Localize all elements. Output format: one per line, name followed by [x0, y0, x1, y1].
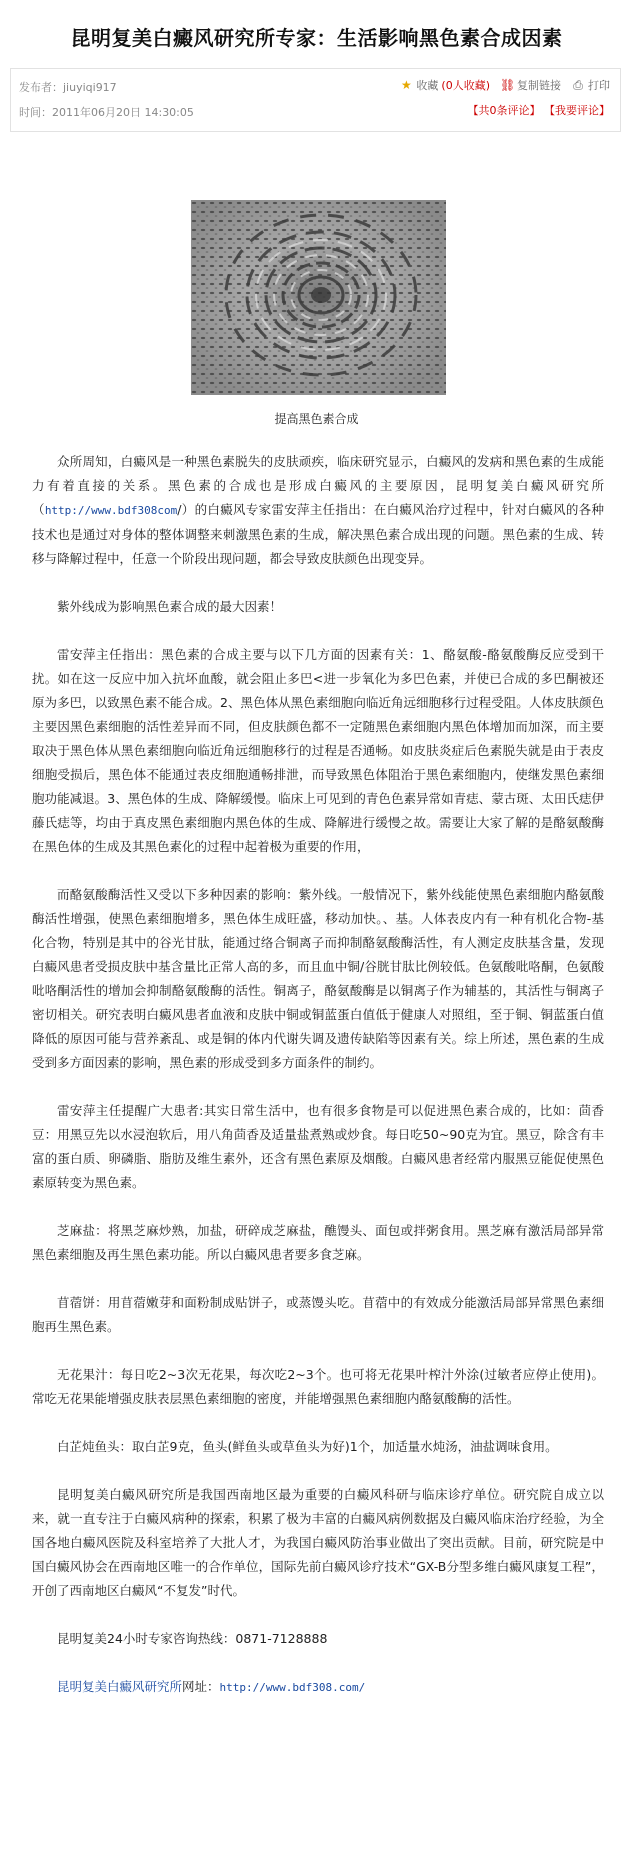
- paragraph-foods: 雷安萍主任提醒广大患者:其实日常生活中，也有很多食物是可以促进黑色素合成的，比如：茴香豆：用黑豆先以水浸泡软后，用八角茴香及适量盐煮熟或炒食。每日吃50~90克为宜。黑豆，除含有丰富的蛋白质、卵磷脂、脂肪及维生素外，还含有黑色素原及烟酸。白癜风患者经常内服黑豆能促使黑色素原转变为黑色素。: [32, 1103, 604, 1190]
- time-label: 时间：: [19, 106, 52, 119]
- article-body: [32, 450, 604, 1724]
- paragraph-uv-heading: 紫外线成为影响黑色素合成的最大因素！: [57, 599, 283, 614]
- article-title: 昆明复美白癜风研究所专家：生活影响黑色素合成因素: [70, 26, 563, 50]
- paragraph-hotline: 昆明复美24小时专家咨询热线：0871-7128888: [57, 1631, 328, 1646]
- paragraph-alfalfa: 苜蓿饼：用苜蓿嫩芽和面粉制成贴饼子，或蒸馒头吃。苜蓿中的有效成分能激活局部异常黑色素细胞再生黑色素。: [32, 1295, 604, 1334]
- copy-link-label: 复制链接: [517, 79, 561, 92]
- favorite-button[interactable]: [399, 77, 490, 93]
- publisher-label: 发布者：: [19, 81, 63, 94]
- comments-count-link[interactable]: 【共0条评论】: [467, 104, 541, 117]
- printer-icon: ⎙: [573, 78, 583, 92]
- paragraph-factors: 雷安萍主任指出：黑色素的合成主要与以下几方面的因素有关：1、酪氨酸-酪氨酸酶反应受到干扰。如在这一反应中加入抗坏血酸，就会阻止多巴<进一步氧化为多巴色素，并使已合成的多巴酮被还原为多巴，以致黑色素不能合成。2、黑色体从黑色素细胞向临近角远细胞移行过程受阻。人体皮肤颜色主要因黑色素细胞的活性差异而不同，但皮肤颜色都不一定随黑色素细胞内黑色体增加而加深，而主要取决于黑色体从黑色素细胞向临近角远细胞移行的过程是否通畅。如皮肤炎症后色素脱失就是由于表皮细胞受损后，黑色体不能通过表皮细胞通畅排泄，而导致黑色体阻治于黑色素细胞内，使继发黑色素细胞功能减退。3、黑色体的生成、降解缓慢。临床上可见到的青色色素异常如青痣、蒙古斑、太田氏痣伊藤氏痣等，均由于真皮黑色素细胞内黑色体的生成、降解进行缓慢之故。需要让大家了解的是酪氨酸酶在黑色体的生成及其黑色素化的过程中起着极为重要的作用，: [32, 647, 604, 854]
- paragraph-intro-text: 众所周知，白癜风是一种黑色素脱失的皮肤顽疾，临床研究显示，白癜风的发病和黑色素的生成能力有着直接的关系。黑色素的合成也是形成白癜风的主要原因，昆明复美白癜风研究所（: [32, 454, 604, 517]
- article-actions: [399, 77, 610, 93]
- post-comment-link[interactable]: 【我要评论】: [544, 104, 610, 117]
- time-row: [19, 104, 194, 120]
- paragraph-intro-text-2: /）的白癜风专家雷安萍主任指出：在白癜风治疗过程中，针对白癜风的各种技术也是通过对身体的整体调整来刺激黑色素的生成，解决黑色素合成出现的问题。黑色素的生成、转移与降解过程中，任意一个阶段出现问题，都会导致皮肤颜色出现变异。: [32, 502, 604, 566]
- website-url-link[interactable]: http://www.bdf308.com/: [219, 1681, 366, 1694]
- link-icon: ⛓: [500, 78, 516, 92]
- favorite-label: 收藏: [416, 79, 439, 92]
- paragraph-intro: [32, 450, 604, 571]
- star-icon: ★: [401, 78, 412, 92]
- publisher-name: jiuyiqi917: [63, 81, 117, 94]
- comment-links: [468, 102, 611, 118]
- figure-caption: 提高黑色素合成: [274, 412, 359, 426]
- publisher-row: [19, 79, 117, 95]
- article-meta-box: [10, 68, 621, 132]
- paragraph-institute: 昆明复美白癜风研究所是我国西南地区最为重要的白癜风科研与临床诊疗单位。研究院自成立以来，就一直专注于白癜风病种的探索，积累了极为丰富的白癜风病例数据及白癜风临床治疗经验，为全国各地白癜风医院及科室培养了大批人才，为我国白癜风防治事业做出了突出贡献。目前，研究院是中国白癜风协会在西南地区唯一的合作单位，国际先前白癜风诊疗技术“GX-B分型多维白癜风康复工程”，开创了西南地区白癜风“不复发”时代。: [32, 1487, 604, 1598]
- favorite-count: (0人收藏): [441, 79, 490, 92]
- website-label: 网址：: [182, 1679, 220, 1694]
- paragraph-website: [32, 1675, 604, 1700]
- melanin-micrograph-image: [191, 200, 446, 395]
- micrograph-drawing: [191, 200, 446, 395]
- paragraph-fig: 无花果汁：每日吃2~3次无花果，每次吃2~3个。也可将无花果叶榨汁外涂(过敏者应停止使用)。常吃无花果能增强皮肤表层黑色素细胞的密度，并能增强黑色素细胞内酪氨酸酶的活性。: [32, 1367, 604, 1406]
- publish-time: 2011年06月20日 14:30:05: [52, 106, 194, 119]
- paragraph-fish-head: 白芷炖鱼头：取白芷9克，鱼头(鲜鱼头或草鱼头为好)1个，加适量水炖汤，油盐调味食用。: [57, 1439, 558, 1454]
- paragraph-sesame: 芝麻盐：将黑芝麻炒熟，加盐，研碎成芝麻盐，醮馒头、面包或拌粥食用。黑芝麻有激活局部异常黑色素细胞及再生黑色素功能。所以白癜风患者要多食芝麻。: [32, 1223, 604, 1262]
- paragraph-tyrosinase: 而酪氨酸酶活性又受以下多种因素的影响：紫外线。一般情况下，紫外线能使黑色素细胞内酪氨酸酶活性增强，使黑色素细胞增多，黑色体生成旺盛，移动加快。、基。人体表皮内有一种有机化合物-基化合物，特别是其中的谷光甘肽，能通过络合铜离子而抑制酪氨酸酶活性，有人测定皮肤基含量，发现白癜风患者受损皮肤中基含量比正常人高的多，而且血中铜/谷胱甘肽比例较低。色氨酸吡咯酮，色氨酸吡咯酮活性的增加会抑制酪氨酸酶的活性。铜离子，酪氨酸酶是以铜离子作为辅基的，其活性与铜离子密切相关。研究表明白癜风患者血液和皮肤中铜或铜蓝蛋白值低于健康人对照组，至于铜、铜蓝蛋白值降低的原因可能与营养紊乱、或是铜的体内代谢失调及遗传缺陷等因素有关。综上所述，黑色素的生成受到多方面因素的影响，黑色素的形成受到多方面条件的制约。: [32, 887, 604, 1070]
- print-label: 打印: [588, 79, 610, 92]
- institute-name-link[interactable]: 昆明复美白癜风研究所: [57, 1679, 183, 1694]
- copy-link-button[interactable]: [500, 77, 561, 93]
- institute-url-inline[interactable]: http://www.bdf308com: [44, 504, 178, 517]
- print-button[interactable]: [571, 77, 610, 93]
